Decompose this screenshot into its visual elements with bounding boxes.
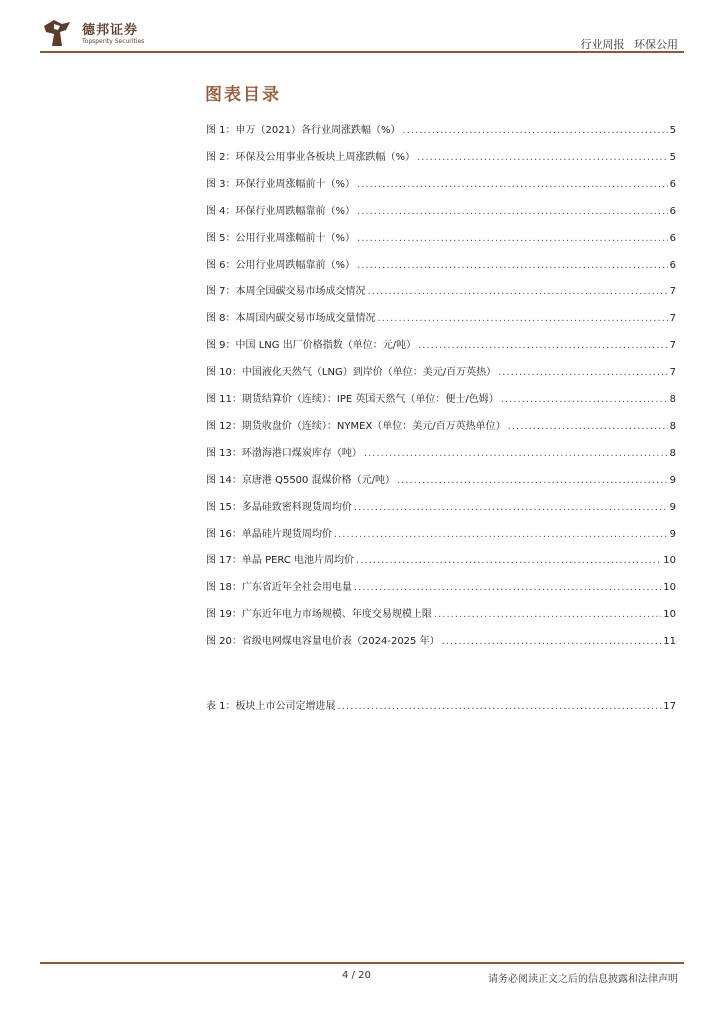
toc-entry[interactable] [206,471,676,485]
toc-entry[interactable] [206,309,676,323]
toc-leader-dots [418,340,668,351]
toc-entry[interactable] [206,229,676,243]
toc-entry-page: 6 [669,259,676,271]
toc-entry-label: 图 7：本周全国碳交易市场成交情况 [206,286,366,298]
toc-leader-dots [356,555,661,566]
toc-leader-dots [354,502,668,513]
toc-leader-dots [403,125,668,136]
toc-entry[interactable] [206,390,676,404]
toc-leader-dots [368,286,668,297]
toc-entry[interactable] [206,148,676,162]
toc-entry-label: 图 9：中国 LNG 出厂价格指数（单位：元/吨） [206,340,417,352]
toc-entry-page: 9 [669,528,676,540]
toc-entry-label: 图 13：环渤海港口煤炭库存（吨） [206,447,362,459]
toc-entry-page: 11 [663,636,676,648]
toc-entry-label: 图 2：环保及公用事业各板块上周涨跌幅（%） [206,151,416,163]
toc-leader-dots [417,152,668,163]
toc-entry-page: 7 [669,313,676,325]
toc-entry-page: 8 [669,394,676,405]
toc-entry-label: 图 6：公用行业周跌幅靠前（%） [206,259,356,271]
toc-entry-page: 10 [663,555,676,567]
toc-entry[interactable] [206,605,676,619]
toc-entry[interactable] [206,498,676,512]
toc-entry-page: 6 [669,178,676,190]
toc-entry-page: 9 [669,501,676,513]
toc-entry-label: 图 18：广东省近年全社会用电量 [206,582,352,594]
toc-entry-page: 7 [669,340,676,352]
toc-leader-dots [378,313,668,324]
toc-entry-label: 图 20：省级电网煤电容量电价表（2024-2025 年） [206,636,440,648]
toc-entry-label: 图 10：中国液化天然气（LNG）到岸价（单位：美元/百万英热） [206,367,497,379]
toc-leader-dots [498,367,668,378]
toc-leader-dots [357,179,668,190]
toc-entry[interactable] [206,417,676,431]
brand-logo [40,16,160,52]
toc-entry[interactable] [206,121,676,135]
toc-leader-dots [501,394,668,405]
toc-leader-dots [434,609,661,620]
toc-leader-dots [357,233,668,244]
toc-leader-dots [338,701,662,712]
toc-entry-page: 10 [663,609,676,621]
toc-leader-dots [442,636,662,647]
toc-entry-label: 图 15：多晶硅致密料现货周均价 [206,501,352,513]
toc-entry-label: 图 8：本周国内碳交易市场成交量情况 [206,313,376,325]
toc-entry-page: 8 [669,447,676,459]
toc-entry[interactable] [206,363,676,377]
toc-entry-label: 图 12：期货收盘价（连续）：NYMEX（单位：美元/百万英热单位） [206,420,506,432]
footer-divider [40,962,684,964]
toc-entry-page: 9 [669,474,676,486]
toc-entry-page: 5 [669,125,676,136]
toc-entry-page: 5 [669,151,676,163]
toc-entry-page: 17 [663,701,676,712]
toc-entry[interactable] [206,525,676,539]
toc-title: 图表目录 [205,85,281,105]
toc-leader-dots [364,448,668,459]
toc-entry-page: 8 [669,420,676,432]
toc-entry[interactable] [206,444,676,458]
toc-entry-page: 6 [669,232,676,244]
toc-entry-label: 图 11：期货结算价（连续）：IPE 英国天然气（单位：便士/色姆） [206,394,499,405]
toc-entry[interactable] [206,578,676,592]
toc-entry[interactable] [206,697,676,711]
toc-entry-label: 图 14：京唐港 Q5500 混煤价格（元/吨） [206,474,395,486]
toc-leader-dots [397,475,668,486]
toc-entry-label: 图 16：单晶硅片现货周均价 [206,528,332,540]
toc-entry-label: 图 4：环保行业周跌幅靠前（%） [206,205,356,217]
toc-entry[interactable] [206,175,676,189]
page-number: 4 / 20 [342,970,371,981]
toc-entry-label: 图 5：公用行业周涨幅前十（%） [206,232,356,244]
toc-entry-label: 图 3：环保行业周涨幅前十（%） [206,178,356,190]
toc-entry-page: 7 [669,367,676,379]
toc-leader-dots [354,582,661,593]
toc-entry[interactable] [206,336,676,350]
toc-entry[interactable] [206,256,676,270]
toc-leader-dots [334,529,668,540]
toc-entry[interactable] [206,632,676,646]
report-sector: 环保公用 [634,38,678,51]
toc-entry-label: 表 1：板块上市公司定增进展 [206,701,336,712]
toc-entry-page: 10 [663,582,676,594]
footer-disclaimer: 请务必阅读正文之后的信息披露和法律声明 [488,974,678,985]
brand-name-cn: 德邦证券 [82,23,139,38]
toc-entry-label: 图 19：广东近年电力市场规模、年度交易规模上限 [206,609,432,621]
report-category: 行业周报 [580,38,625,51]
toc-entry-label: 图 1：申万（2021）各行业周涨跌幅（%） [206,125,401,136]
toc-leader-dots [357,206,668,217]
report-header [581,36,679,52]
toc-entry-page: 6 [669,205,676,217]
toc-leader-dots [357,260,668,271]
toc-entry-page: 7 [669,286,676,298]
toc-leader-dots [508,421,668,432]
toc-entry[interactable] [206,551,676,565]
header-divider [40,51,684,53]
toc-entry-label: 图 17：单晶 PERC 电池片周均价 [206,555,355,567]
toc-entry[interactable] [206,202,676,216]
logo-mark-icon [40,18,76,48]
toc-entry[interactable] [206,282,676,296]
brand-name-en: Topsperity Securities [82,38,145,45]
